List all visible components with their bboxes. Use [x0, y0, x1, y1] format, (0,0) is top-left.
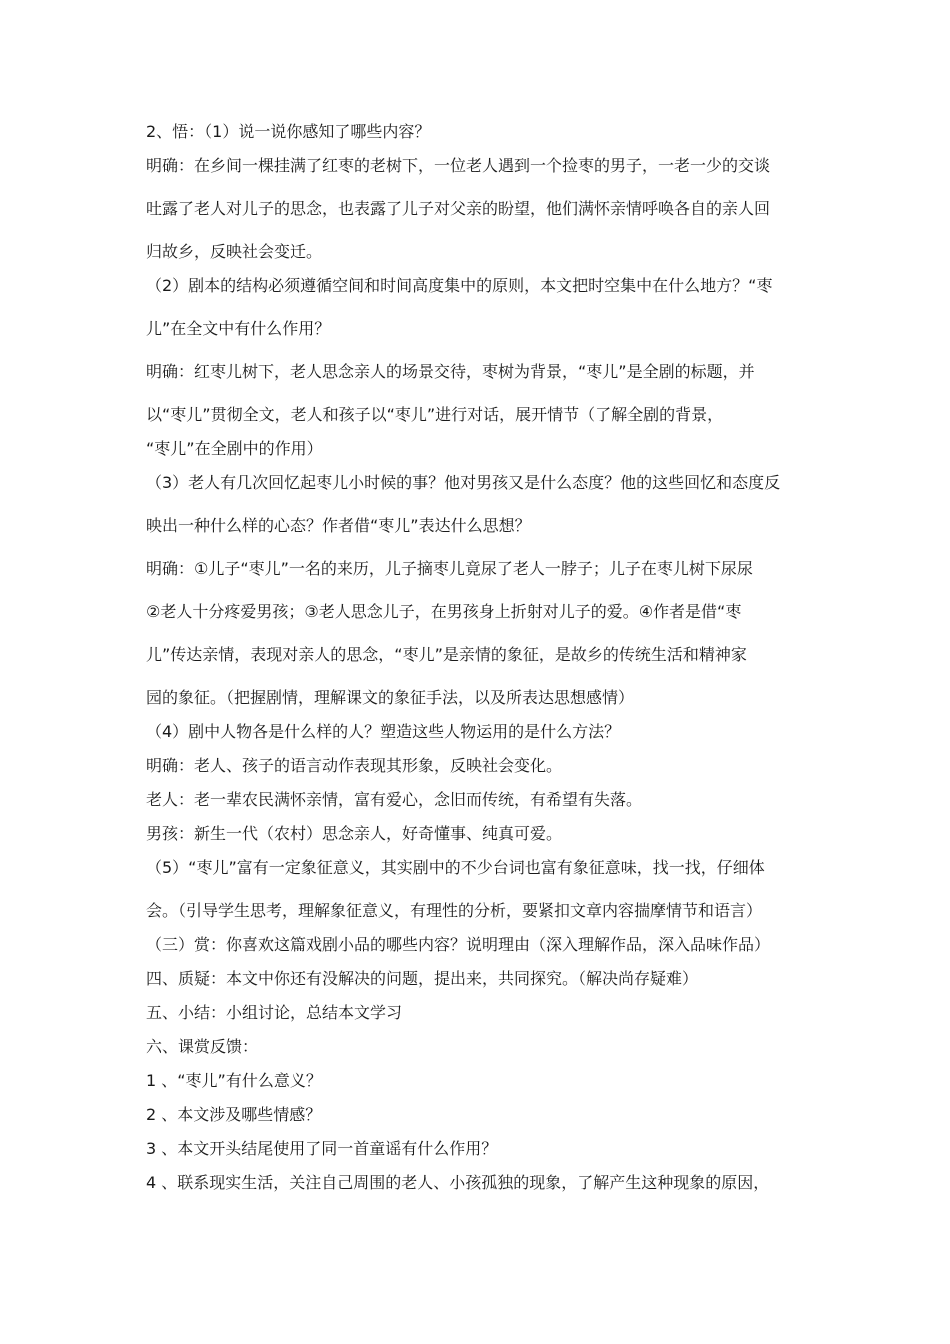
section-questioning: 四、质疑：本文中你还有没解决的问题，提出来，共同探究。（解决尚存疑难） — [146, 969, 699, 988]
feedback-item-1: 1 、“枣儿”有什么意义？ — [146, 1071, 322, 1090]
question-2-5-line-2: 会。（引导学生思考，理解象征意义，有理性的分析，要紧扣文章内容揣摩情节和语言） — [146, 901, 763, 920]
answer-1-line-3: 归故乡，反映社会变迁。 — [146, 242, 323, 261]
question-2-3-line-1: （3）老人有几次回忆起枣儿小时候的事？他对男孩又是什么态度？他的这些回忆和态度反 — [146, 473, 781, 492]
answer-1-line-2: 吐露了老人对儿子的思念，也表露了儿子对父亲的盼望，他们满怀亲情呼唤各自的亲人回 — [146, 199, 771, 218]
question-2-prompt: 2、悟：（1）说一说你感知了哪些内容？ — [146, 122, 431, 141]
document-body — [146, 122, 811, 1193]
question-2-2-line-1: （2）剧本的结构必须遵循空间和时间高度集中的原则，本文把时空集中在什么地方？“枣 — [146, 276, 773, 295]
old-man-description: 老人：老一辈农民满怀亲情，富有爱心，念旧而传统，有希望有失落。 — [146, 790, 643, 809]
answer-3-line-1: 明确：①儿子“枣儿”一名的来历，儿子摘枣儿竟尿了老人一脖子；儿子在枣儿树下尿尿 — [146, 559, 753, 578]
question-2-2-line-2: 儿”在全文中有什么作用？ — [146, 319, 331, 338]
answer-2-line-1: 明确：红枣儿树下，老人思念亲人的场景交待，枣树为背景，“枣儿”是全剧的标题，并 — [146, 362, 755, 381]
feedback-item-2: 2 、本文涉及哪些情感？ — [146, 1105, 322, 1124]
answer-3-line-3: 儿”传达亲情，表现对亲人的思念，“枣儿”是亲情的象征，是故乡的传统生活和精神家 — [146, 645, 747, 664]
question-2-5-line-1: （5）“枣儿”富有一定象征意义，其实剧中的不少台词也富有象征意味，找一找，仔细体 — [146, 858, 765, 877]
section-appreciation: （三）赏：你喜欢这篇戏剧小品的哪些内容？说明理由（深入理解作品，深入品味作品） — [146, 935, 771, 954]
feedback-item-3: 3 、本文开头结尾使用了同一首童谣有什么作用？ — [146, 1139, 498, 1158]
answer-2-line-3: “枣儿”在全剧中的作用） — [146, 439, 323, 458]
answer-2-line-2: 以“枣儿”贯彻全文，老人和孩子以“枣儿”进行对话，展开情节（了解全剧的背景， — [146, 405, 724, 424]
answer-1-line-1: 明确：在乡间一棵挂满了红枣的老树下，一位老人遇到一个捡枣的男子，一老一少的交谈 — [146, 156, 771, 175]
answer-3-line-2: ②老人十分疼爱男孩；③老人思念儿子，在男孩身上折射对儿子的爱。④作者是借“枣 — [146, 602, 742, 621]
boy-description: 男孩：新生一代（农村）思念亲人，好奇懂事、纯真可爱。 — [146, 824, 563, 843]
answer-3-line-4: 园的象征。（把握剧情，理解课文的象征手法，以及所表达思想感情） — [146, 688, 635, 707]
answer-4: 明确：老人、孩子的语言动作表现其形象，反映社会变化。 — [146, 756, 563, 775]
question-2-4: （4）剧中人物各是什么样的人？塑造这些人物运用的是什么方法？ — [146, 722, 621, 741]
section-feedback: 六、课赏反馈： — [146, 1037, 259, 1056]
section-summary: 五、小结：小组讨论，总结本文学习 — [146, 1003, 403, 1022]
feedback-item-4: 4 、联系现实生活，关注自己周围的老人、小孩孤独的现象，了解产生这种现象的原因， — [146, 1173, 770, 1192]
question-2-3-line-2: 映出一种什么样的心态？作者借“枣儿”表达什么思想？ — [146, 516, 531, 535]
